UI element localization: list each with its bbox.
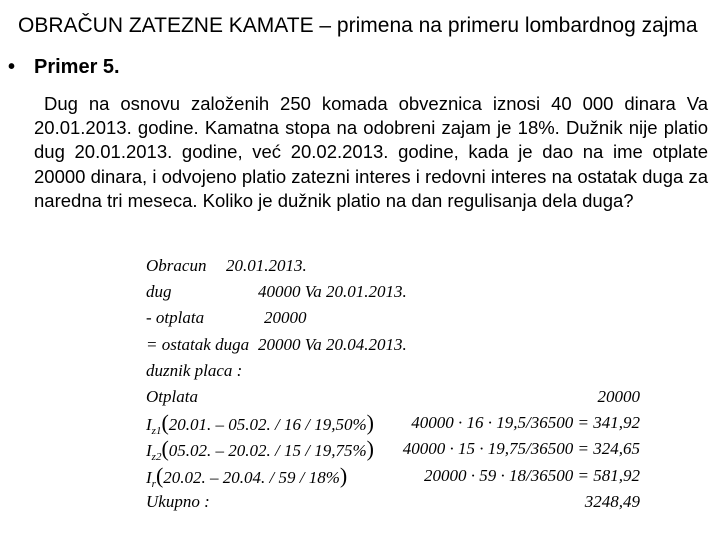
ir-symbol: I [146, 467, 152, 487]
dug-value: 40000 Va 20.01.2013. [258, 282, 407, 302]
ir-sub: r [151, 477, 156, 490]
iz2-sub: z2 [151, 451, 162, 464]
iz1-paren-close: ) [366, 410, 374, 436]
calc-row-duznik [146, 358, 646, 384]
calc-row-otplata [146, 305, 646, 331]
calc-row-iz1 [146, 410, 646, 436]
iz1-symbol: I [146, 415, 152, 435]
ostatak-value: 20000 Va 20.04.2013. [258, 334, 407, 354]
ukupno-value: 3248,49 [584, 491, 640, 511]
calc-row-ukupno [146, 489, 646, 515]
calc-row-iz2 [146, 436, 646, 462]
iz1-paren-open: ( [161, 410, 169, 436]
bullet-dot-icon: • [8, 56, 16, 78]
iz1-formula: 40000 · 16 · 19,5/36500 = 341,92 [411, 413, 640, 433]
otplata-line-value: 20000 [264, 308, 307, 328]
ir-formula: 20000 · 59 · 18/36500 = 581,92 [424, 465, 640, 485]
otplata-line-label: - otplata [146, 308, 205, 328]
calc-row-ostatak [146, 332, 646, 358]
calc-row-obracun [146, 253, 646, 279]
calc-row-dug [146, 279, 646, 305]
iz2-formula: 40000 · 15 · 19,75/36500 = 324,65 [402, 439, 640, 459]
duznik-label: duznik placa : [146, 360, 243, 380]
ir-paren-open: ( [155, 462, 164, 488]
dug-label: dug [146, 282, 172, 302]
ukupno-label: Ukupno : [146, 491, 210, 511]
iz2-paren-open: ( [161, 436, 169, 462]
problem-paragraph [34, 92, 708, 213]
iz2-period: 05.02. – 20.02. / 15 / 19,75% [168, 441, 367, 461]
calc-row-otplata-amount [146, 384, 646, 410]
problem-text: Dug na osnovu založenih 250 komada obveznica iznosi 40 000 dinara Va 20.01.2013. godine. Kamatna stopa na odobreni zajam je 18%. Dužnik nije platio dug 20.01.2013. godine, već 20.02.2013. godine, kada je dao na ime otplate 20000 dinara, i odvojeno platio zatezni interes i redovni interes na ostatak duga za naredna tri meseca. Koliko je dužnik platio na dan regulisanja dela duga? [34, 93, 708, 211]
otplata-label: Otplata [146, 386, 198, 406]
iz2-symbol: I [146, 441, 152, 461]
slide-title: OBRAČUN ZATEZNE KAMATE – primena na primeru lombardnog zajma [18, 14, 698, 37]
ostatak-label: = ostatak duga [146, 334, 250, 354]
iz1-sub: z1 [151, 425, 162, 438]
obracun-date: 20.01.2013. [226, 256, 307, 275]
ir-paren-close: ) [339, 462, 348, 488]
calculation-block [146, 253, 646, 515]
otplata-amount: 20000 [597, 386, 640, 406]
ir-period: 20.02. – 20.04. / 59 / 18% [163, 467, 340, 487]
calc-row-ir [146, 463, 646, 489]
obracun-label: Obracun [146, 256, 207, 275]
iz2-paren-close: ) [366, 436, 374, 462]
bullet-heading [8, 56, 120, 79]
bullet-heading-text: Primer 5. [34, 56, 120, 78]
iz1-period: 20.01. – 05.02. / 16 / 19,50% [168, 415, 367, 435]
